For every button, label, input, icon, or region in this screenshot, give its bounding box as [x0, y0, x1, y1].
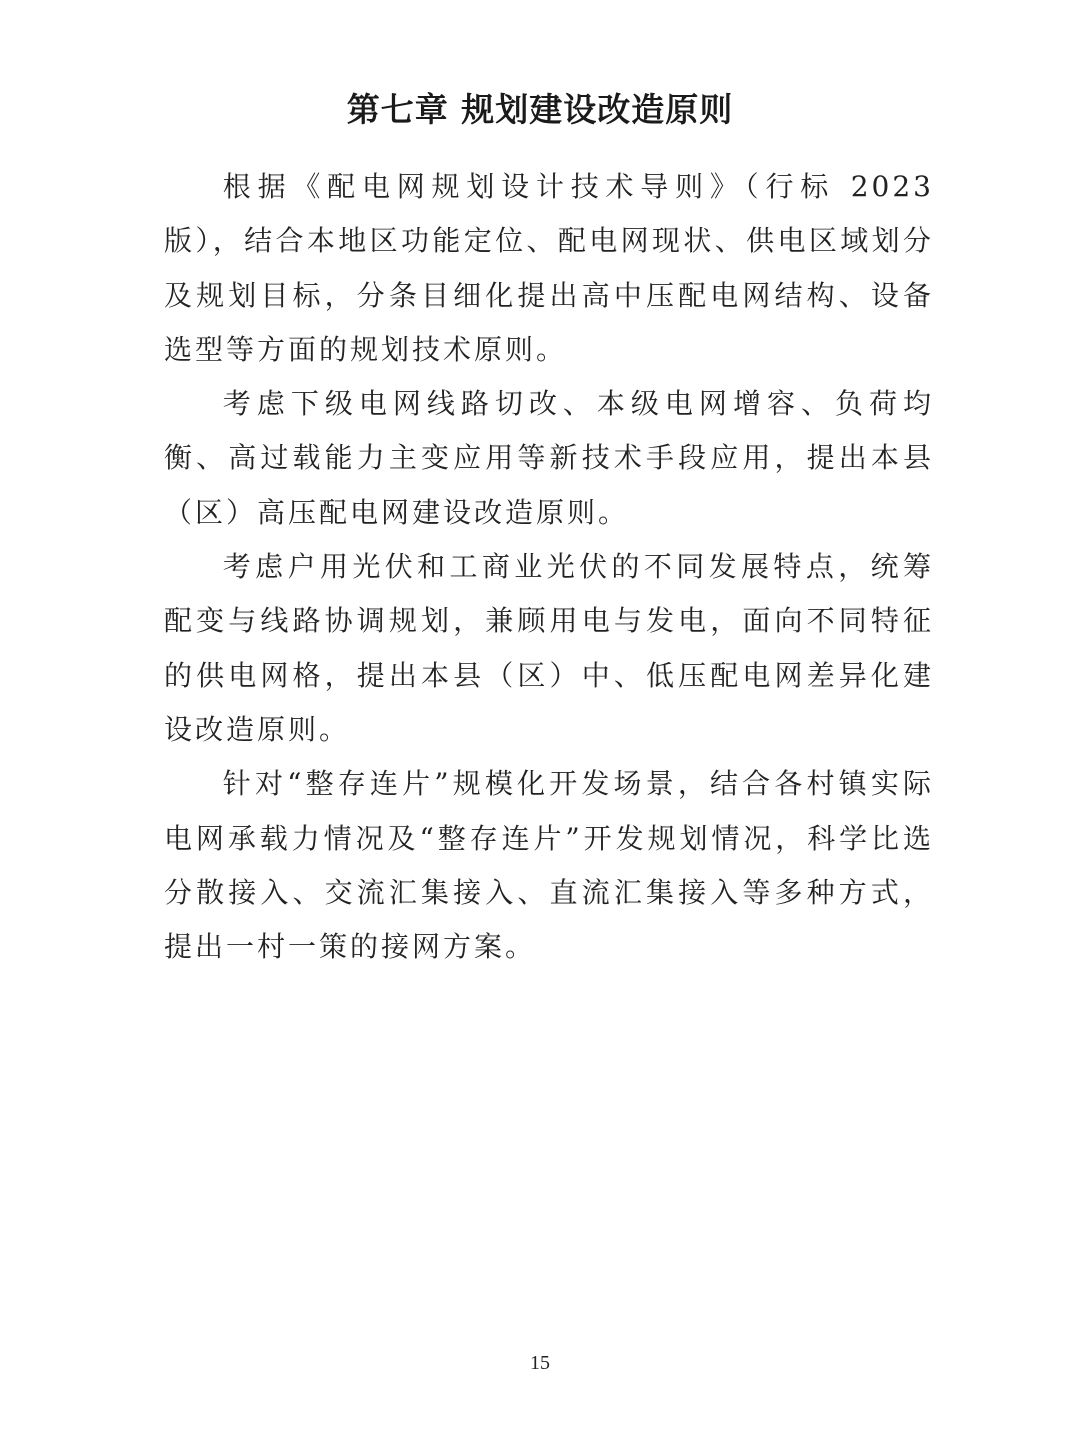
paragraph-3: 考虑户用光伏和工商业光伏的不同发展特点，统筹配变与线路协调规划，兼顾用电与发电，面向不同特征的供电网格，提出本县（区）中、低压配电网差异化建设改造原则。 — [164, 550, 934, 746]
chapter-body — [164, 160, 934, 974]
paragraph-2: 考虑下级电网线路切改、本级电网增容、负荷均衡、高过载能力主变应用等新技术手段应用，提出本县（区）高压配电网建设改造原则。 — [164, 387, 934, 529]
page-number: 15 — [530, 1352, 550, 1374]
chapter-title: 第七章 规划建设改造原则 — [346, 90, 734, 129]
paragraph-1: 根据《配电网规划设计技术导则》（行标 2023 版），结合本地区功能定位、配电网现状、供电区域划分及规划目标，分条目细化提出高中压配电网结构、设备选型等方面的规划技术原则。 — [164, 170, 934, 366]
paragraph-4: 针对“整存连片”规模化开发场景，结合各村镇实际电网承载力情况及“整存连片”开发规划情况，科学比选分散接入、交流汇集接入、直流汇集接入等多种方式，提出一村一策的接网方案。 — [164, 767, 934, 964]
